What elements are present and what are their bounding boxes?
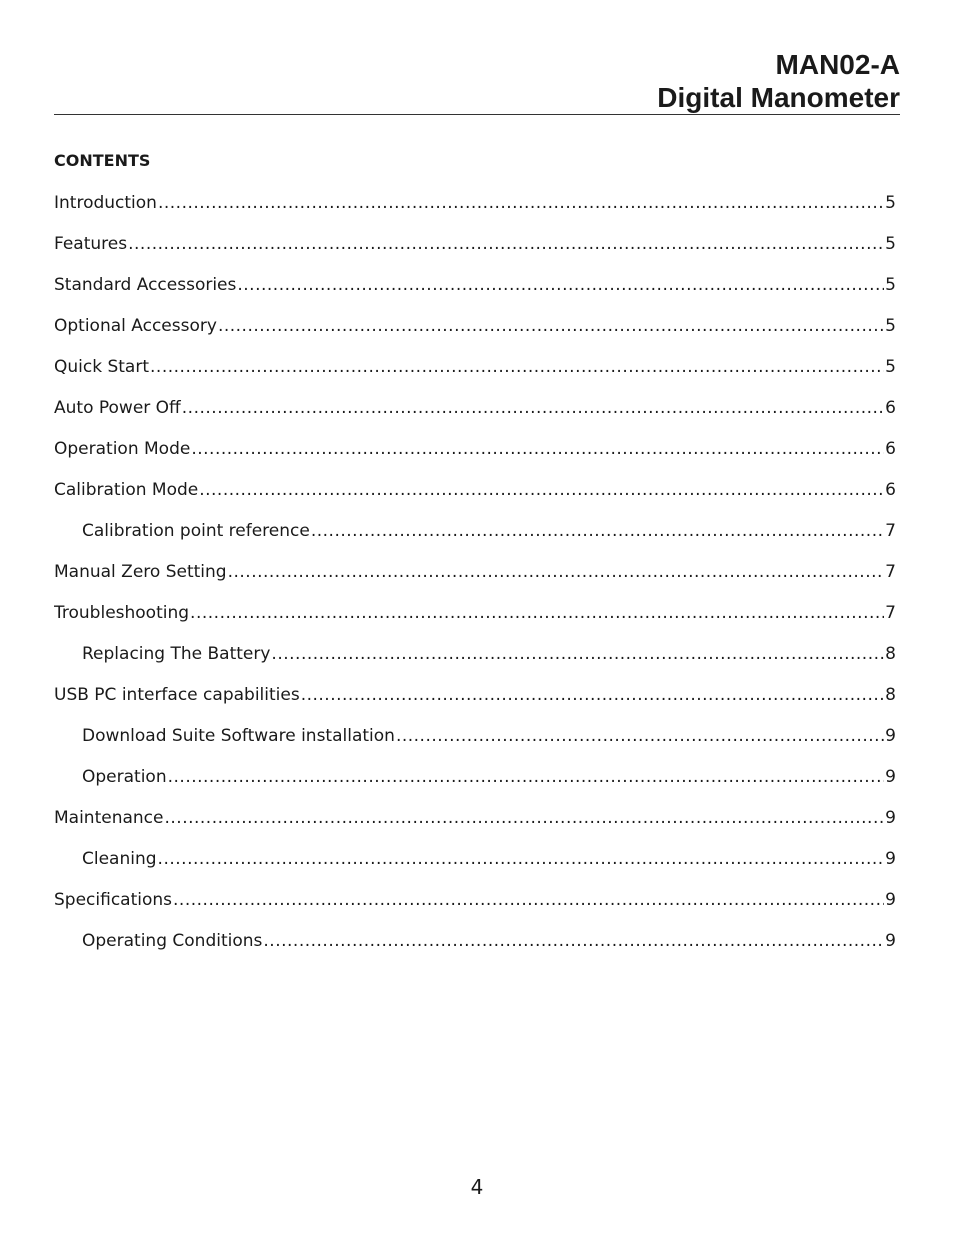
toc-dot-leader [128,233,884,255]
toc-dot-leader [158,848,885,870]
toc-dot-leader [164,807,884,829]
toc-entry[interactable] [54,356,896,397]
toc-dot-leader [190,602,884,624]
toc-entry-page: 9 [885,808,896,828]
toc-entry-page: 6 [885,439,896,459]
toc-entry-page: 9 [885,726,896,746]
toc-entry-title: Replacing The Battery [82,644,271,664]
toc-entry-page: 6 [885,398,896,418]
product-title: Digital Manometer [657,82,900,113]
toc-dot-leader [237,274,884,296]
toc-entry-title: Troubleshooting [54,603,190,623]
toc-dot-leader [396,725,884,747]
toc-entry-page: 9 [885,849,896,869]
table-of-contents [54,192,896,971]
toc-entry[interactable] [54,725,896,766]
toc-dot-leader [173,889,884,911]
toc-entry-page: 9 [885,767,896,787]
toc-entry[interactable] [54,192,896,233]
toc-entry[interactable] [54,438,896,479]
toc-dot-leader [311,520,884,542]
toc-entry-title: USB PC interface capabilities [54,685,300,705]
contents-heading: CONTENTS [54,151,151,170]
toc-entry-title: Optional Accessory [54,316,217,336]
toc-entry[interactable] [54,848,896,889]
toc-entry-title: Download Suite Software installation [82,726,395,746]
toc-entry[interactable] [54,233,896,274]
toc-entry-page: 7 [885,521,896,541]
toc-dot-leader [228,561,885,583]
header-divider [54,114,900,115]
toc-entry[interactable] [54,315,896,356]
toc-dot-leader [182,397,884,419]
toc-entry-page: 6 [885,480,896,500]
toc-entry-title: Cleaning [82,849,157,869]
toc-entry-page: 9 [885,931,896,951]
toc-entry-title: Auto Power Off [54,398,181,418]
toc-entry-title: Calibration point reference [82,521,310,541]
toc-entry-title: Quick Start [54,357,150,377]
model-number: MAN02-A [775,49,900,80]
toc-entry-page: 5 [885,193,896,213]
toc-entry-title: Maintenance [54,808,164,828]
toc-entry[interactable] [54,561,896,602]
toc-entry-title: Introduction [54,193,157,213]
toc-entry-title: Operation Mode [54,439,191,459]
toc-dot-leader [301,684,884,706]
toc-entry[interactable] [54,930,896,971]
toc-entry-title: Manual Zero Setting [54,562,227,582]
toc-dot-leader [150,356,884,378]
toc-entry[interactable] [54,479,896,520]
toc-entry[interactable] [54,643,896,684]
toc-entry-title: Features [54,234,128,254]
toc-entry[interactable] [54,274,896,315]
toc-dot-leader [168,766,885,788]
toc-entry-title: Calibration Mode [54,480,199,500]
toc-entry-page: 8 [885,685,896,705]
toc-dot-leader [218,315,884,337]
toc-entry-title: Operation [82,767,167,787]
toc-entry-title: Standard Accessories [54,275,237,295]
toc-dot-leader [271,643,884,665]
toc-entry-page: 7 [885,562,896,582]
document-header [54,48,900,114]
toc-dot-leader [191,438,884,460]
toc-entry-page: 7 [885,603,896,623]
toc-entry-page: 5 [885,234,896,254]
toc-entry[interactable] [54,766,896,807]
toc-entry-title: Operating Conditions [82,931,263,951]
toc-entry[interactable] [54,397,896,438]
toc-entry-title: Specifications [54,890,173,910]
page-number: 4 [470,1175,484,1199]
toc-entry[interactable] [54,520,896,561]
toc-entry[interactable] [54,889,896,930]
toc-entry-page: 8 [885,644,896,664]
toc-dot-leader [199,479,884,501]
toc-dot-leader [263,930,884,952]
toc-entry[interactable] [54,684,896,725]
toc-entry-page: 5 [885,275,896,295]
toc-dot-leader [158,192,884,214]
toc-entry-page: 5 [885,316,896,336]
toc-entry-page: 5 [885,357,896,377]
toc-entry-page: 9 [885,890,896,910]
toc-entry[interactable] [54,807,896,848]
toc-entry[interactable] [54,602,896,643]
